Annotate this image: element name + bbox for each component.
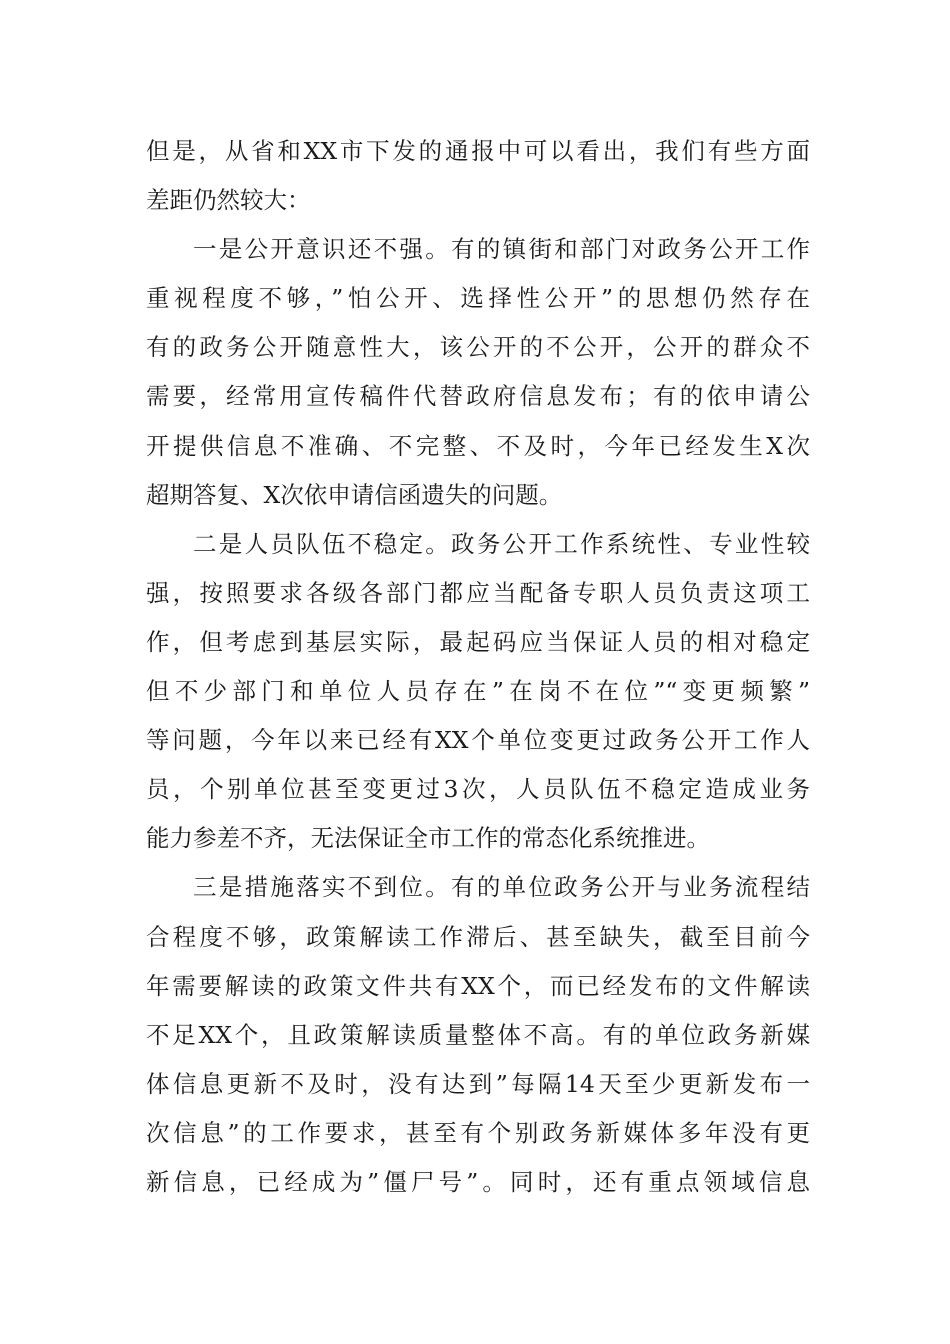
- text-line-14: 员，个别单位甚至变更过3次，人员队伍不稳定造成业务: [146, 775, 810, 804]
- text-line-4: 重视程度不够，”怕公开、选择性公开”的思想仍然存在: [146, 284, 810, 313]
- text-line-8: 超期答复、X次依申请信函遗失的问题。: [146, 480, 563, 509]
- text-line-6: 需要，经常用宣传稿件代替政府信息发布；有的依申请公: [146, 382, 810, 411]
- text-line-2: 差距仍然较大：: [146, 186, 311, 215]
- text-line-21: 次信息”的工作要求，甚至有个别政务新媒体多年没有更: [146, 1118, 810, 1147]
- text-line-5: 有的政务公开随意性大，该公开的不公开，公开的群众不: [146, 333, 810, 362]
- text-line-22: 新信息，已经成为”僵尸号”。同时，还有重点领域信息: [146, 1167, 810, 1196]
- text-line-1: 但是，从省和XX市下发的通报中可以看出，我们有些方面: [146, 137, 810, 165]
- text-line-10: 强，按照要求各级各部门都应当配备专职人员负责这项工: [146, 578, 810, 607]
- text-line-7: 开提供信息不准确、不完整、不及时，今年已经发生X次: [146, 431, 810, 460]
- document-body: [146, 127, 810, 1207]
- text-line-16: 三是措施落实不到位。有的单位政务公开与业务流程结: [193, 873, 810, 902]
- text-line-15: 能力参差不齐，无法保证全市工作的常态化系统推进。: [146, 824, 710, 853]
- text-line-12: 但不少部门和单位人员存在”在岗不在位”“变更频繁”: [146, 677, 810, 706]
- text-line-13: 等问题，今年以来已经有XX个单位变更过政务公开工作人: [146, 726, 810, 755]
- text-line-20: 体信息更新不及时，没有达到”每隔14天至少更新发布一: [146, 1069, 810, 1098]
- text-line-18: 年需要解读的政策文件共有XX个，而已经发布的文件解读: [146, 971, 810, 1000]
- text-line-19: 不足XX个，且政策解读质量整体不高。有的单位政务新媒: [146, 1020, 810, 1049]
- text-line-3: 一是公开意识还不强。有的镇街和部门对政务公开工作: [193, 235, 810, 264]
- text-line-17: 合程度不够，政策解读工作滞后、甚至缺失，截至目前今: [146, 922, 810, 951]
- text-line-11: 作，但考虑到基层实际，最起码应当保证人员的相对稳定: [146, 627, 810, 656]
- text-line-9: 二是人员队伍不稳定。政务公开工作系统性、专业性较: [193, 529, 810, 558]
